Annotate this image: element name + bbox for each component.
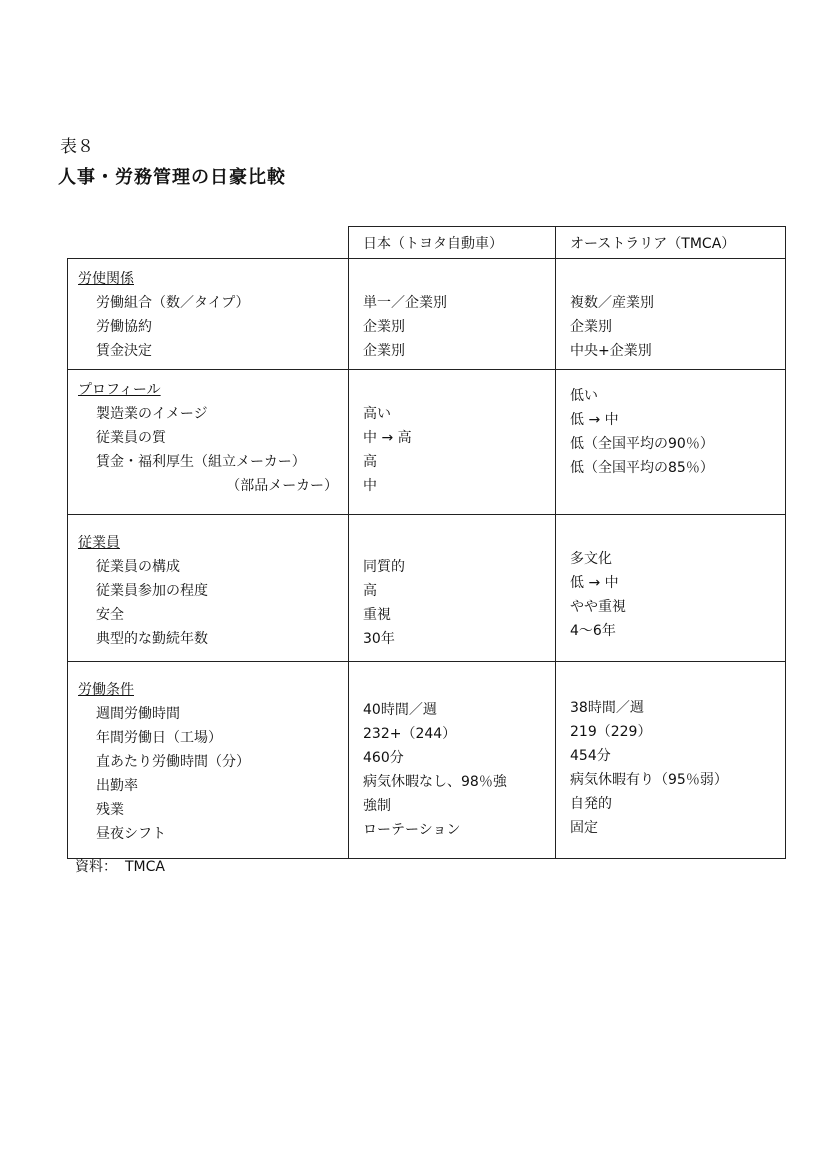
japan-value: 同質的 xyxy=(363,559,405,575)
japan-value: 高 xyxy=(363,454,377,470)
japan-values-cell xyxy=(349,515,556,662)
table-header-row xyxy=(68,227,786,259)
row-item-label: 安全 xyxy=(96,607,124,623)
japan-value: 40時間／週 xyxy=(363,702,437,718)
section-title: 労使関係 xyxy=(78,271,134,287)
japan-value: 中 → 高 xyxy=(363,430,412,446)
section-labor-relations xyxy=(68,259,786,370)
australia-value: 38時間／週 xyxy=(570,700,644,716)
australia-value: 低（全国平均の90％） xyxy=(570,436,714,452)
australia-value: 219（229） xyxy=(570,724,652,740)
japan-value: 460分 xyxy=(363,750,404,766)
row-item-label: 労働協約 xyxy=(96,319,152,335)
australia-value: 4～6年 xyxy=(570,623,616,639)
row-item-label: 労働組合（数／タイプ） xyxy=(96,295,250,311)
section-title: 労働条件 xyxy=(78,682,134,698)
row-item-label: 出勤率 xyxy=(96,778,138,794)
japan-value: ローテーション xyxy=(363,822,461,838)
australia-values-cell xyxy=(556,662,786,859)
document-title: 人事・労務管理の日豪比較 xyxy=(58,167,286,188)
source-label: 資料： xyxy=(75,859,117,875)
section-items-cell xyxy=(68,370,349,515)
australia-value: 454分 xyxy=(570,748,611,764)
section-items-cell xyxy=(68,662,349,859)
section-title: プロフィール xyxy=(78,382,161,398)
australia-value: 低 → 中 xyxy=(570,575,619,591)
row-item-label: 典型的な勤続年数 xyxy=(96,631,208,647)
australia-value: 中央+企業別 xyxy=(570,343,652,359)
australia-values-cell xyxy=(556,515,786,662)
column-header-japan: 日本（トヨタ自動車） xyxy=(349,227,556,259)
australia-value: 低い xyxy=(570,388,598,404)
australia-value: 固定 xyxy=(570,820,598,836)
row-item-label: （部品メーカー） xyxy=(226,478,338,494)
australia-value: 低 → 中 xyxy=(570,412,619,428)
column-header-australia: オーストラリア（TMCA） xyxy=(556,227,786,259)
japan-value: 高 xyxy=(363,583,377,599)
row-item-label: 直あたり労働時間（分） xyxy=(96,754,250,770)
section-working-conditions xyxy=(68,662,786,859)
row-item-label: 年間労働日（工場） xyxy=(96,730,222,746)
australia-value: 低（全国平均の85％） xyxy=(570,460,714,476)
australia-value: 病気休暇有り（95％弱） xyxy=(570,772,728,788)
section-title: 従業員 xyxy=(78,535,120,551)
table-number: 表８ xyxy=(60,137,94,157)
section-items-cell xyxy=(68,259,349,370)
australia-value: 多文化 xyxy=(570,551,612,567)
australia-value: 自発的 xyxy=(570,796,612,812)
section-employees xyxy=(68,515,786,662)
japan-value: 30年 xyxy=(363,631,395,647)
source-value: TMCA xyxy=(125,859,165,875)
source-note xyxy=(75,856,173,876)
row-item-label: 賃金決定 xyxy=(96,343,152,359)
japan-value: 高い xyxy=(363,406,391,422)
australia-value: 企業別 xyxy=(570,319,612,335)
australia-value: やや重視 xyxy=(570,599,626,615)
japan-value: 企業別 xyxy=(363,319,405,335)
australia-values-cell xyxy=(556,259,786,370)
section-profile xyxy=(68,370,786,515)
row-item-label: 製造業のイメージ xyxy=(96,406,208,422)
japan-value: 中 xyxy=(363,478,377,494)
comparison-table xyxy=(67,226,786,859)
japan-value: 企業別 xyxy=(363,343,405,359)
japan-value: 232+（244） xyxy=(363,726,457,742)
japan-value: 重視 xyxy=(363,607,391,623)
japan-values-cell xyxy=(349,259,556,370)
japan-values-cell xyxy=(349,370,556,515)
japan-values-cell xyxy=(349,662,556,859)
row-item-label: 週間労働時間 xyxy=(96,706,180,722)
row-item-label: 従業員の構成 xyxy=(96,559,180,575)
section-items-cell xyxy=(68,515,349,662)
header-corner-cell xyxy=(68,227,349,259)
australia-values-cell xyxy=(556,370,786,515)
row-item-label: 残業 xyxy=(96,802,124,818)
australia-value: 複数／産業別 xyxy=(570,295,654,311)
japan-value: 強制 xyxy=(363,798,391,814)
row-item-label: 従業員参加の程度 xyxy=(96,583,208,599)
japan-value: 単一／企業別 xyxy=(363,295,447,311)
row-item-label: 昼夜シフト xyxy=(96,826,166,842)
japan-value: 病気休暇なし、98％強 xyxy=(363,774,507,790)
row-item-label: 従業員の質 xyxy=(96,430,166,446)
row-item-label: 賃金・福利厚生（組立メーカー） xyxy=(96,454,306,470)
